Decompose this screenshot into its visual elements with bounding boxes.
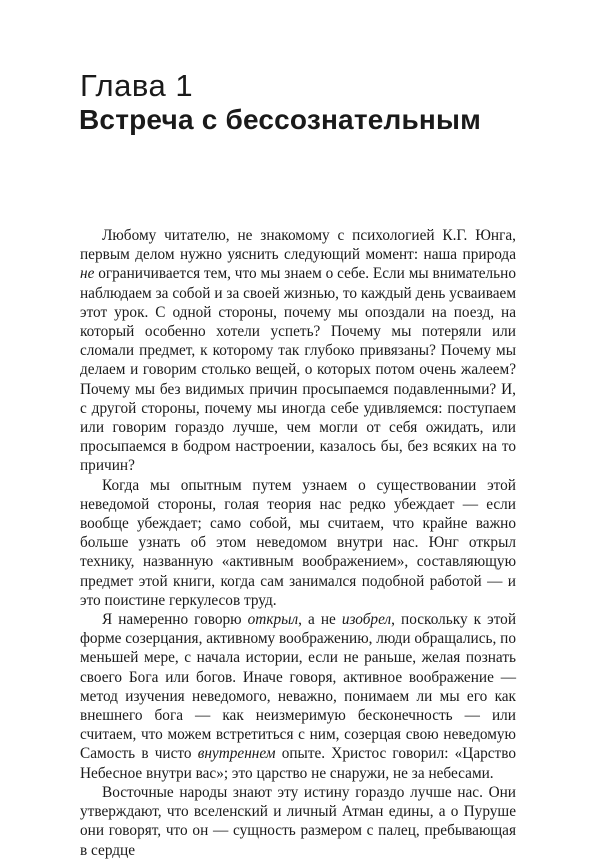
paragraph [80,783,516,860]
emphasis-text: изобрел [341,611,392,629]
text-run: Когда мы опытным путем узнаем о существовании этой неведомой стороны, голая теория нас редко убеждает — если вообще убеждает; само собой, мы считаем, что крайне важно больше узнать об этом неведомом внутри нас. Юнг открыл технику, названную «активным воображением», составляющую предмет этой книги, когда сам занимался подобной работой — и это поистине геркулесов труд. [80,476,516,609]
paragraph [80,476,516,610]
text-run: Любому читателю, не знакомому с психологией К.Г. Юнга, первым делом нужно уяснить следующий момент: наша природа [80,227,516,264]
emphasis-text: внутреннем [197,745,276,763]
emphasis-text: не [80,265,95,283]
text-run: , поскольку к этой форме созерцания, активному воображению, люди обращались, по меньшей мере, с начала истории, если не раньше, желая познать своего Бога или богов. Иначе говоря, активное воображение — метод изучения неведомого, неважно, понимаем ли мы его как внешнего бога — как неизмеримую бесконечность — или считаем, что можем встретиться с ним, созерцая свою неведомую Самость в чисто [80,611,517,763]
chapter-number: Глава 1 [80,68,194,103]
text-run: Восточные народы знают эту истину гораздо лучше нас. Они утверждают, что вселенский и личный Атман едины, а о Пуруше они говорят, что он — сущность размером с палец, пребывающая в сердце [80,783,516,859]
paragraph [80,226,516,476]
paragraph [80,610,516,783]
chapter-title: Встреча с бессознательным [79,104,482,135]
chapter-body [80,226,516,860]
emphasis-text: открыл [247,611,299,629]
text-run: , а не [298,611,342,629]
text-run: опыте. Христос говорил: «Царство Небесное внутри вас»; это царство не снаружи, не за небесами. [80,745,516,782]
text-run: ограничивается тем, что мы знаем о себе. Если мы внимательно наблюдаем за собой и за своей жизнью, то каждый день усваиваем этот урок. С одной стороны, почему мы опоздали на поезд, на который особенно хотели успеть? Почему мы потеряли или сломали предмет, к которому так глубоко привязаны? Почему мы делаем и говорим столько вещей, о которых потом очень жалеем? Почему мы без видимых причин просыпаемся подавленными? И, с другой стороны, почему мы иногда себе удивляемся: поступаем или говорим гораздо лучше, чем могли от себя ожидать, или просыпаемся в бодром настроении, казалось бы, без всяких на то причин? [80,265,516,475]
text-run: Я намеренно говорю [102,611,248,629]
